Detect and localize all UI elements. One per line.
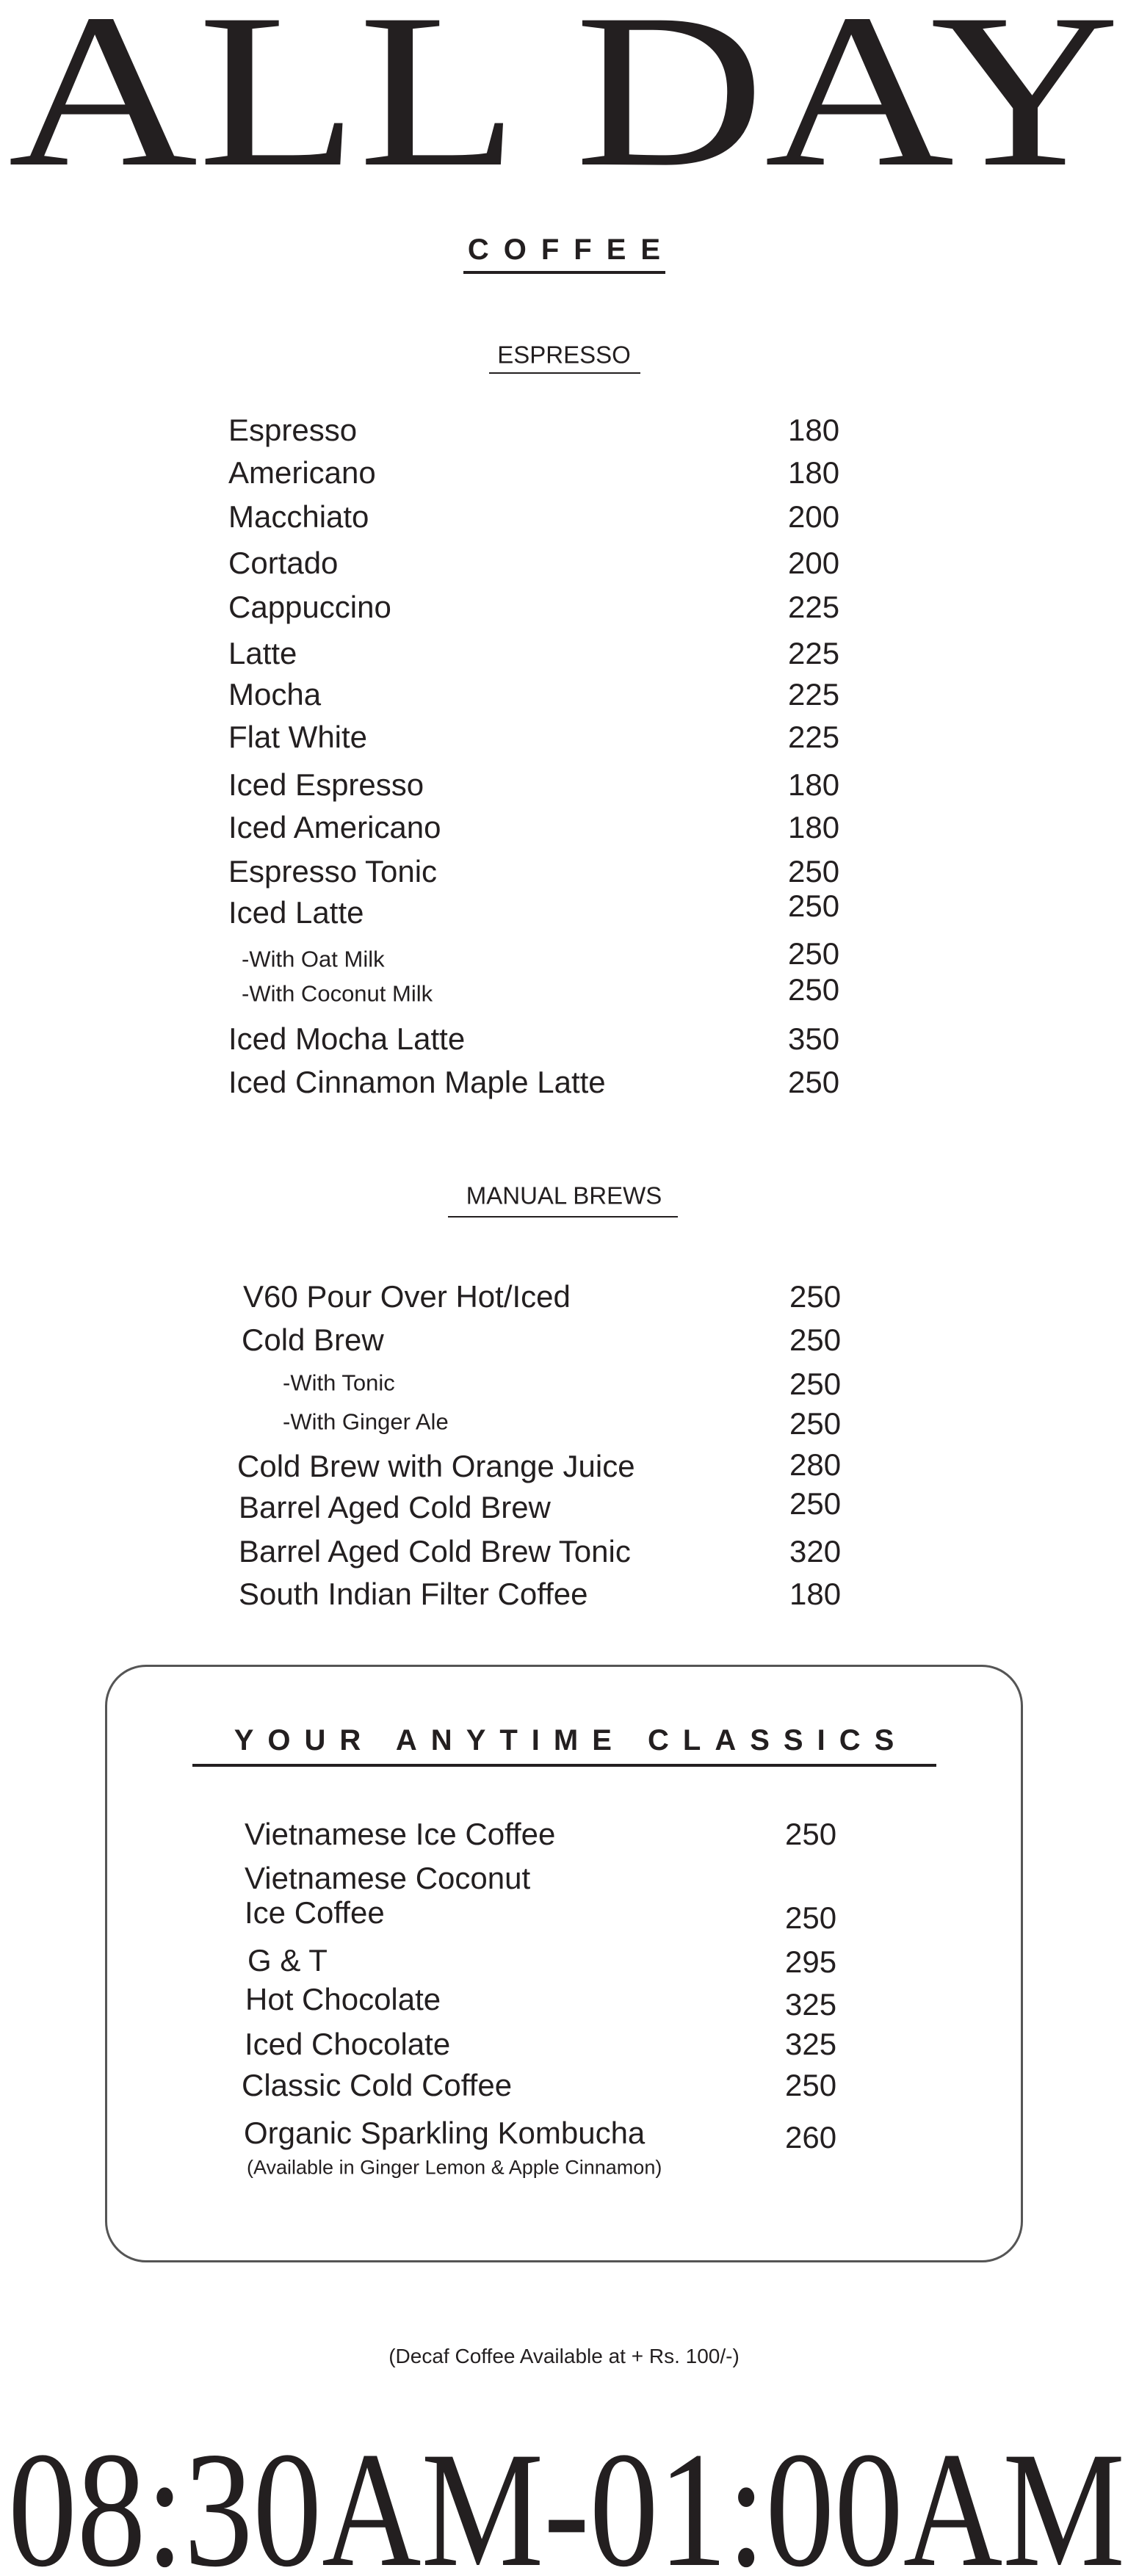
menu-item-price: 250 [788,936,840,972]
manual-brews-heading: MANUAL BREWS [466,1182,662,1209]
menu-item-name: Mocha [228,676,322,712]
menu-item-price: 250 [788,972,840,1007]
menu-item-price: 225 [788,719,840,754]
manual-brews-underline [448,1216,678,1218]
menu-item-price: 280 [789,1447,842,1482]
menu-item-price: 180 [789,1577,842,1612]
menu-item-price: 250 [789,1405,842,1441]
menu-item-name: Latte [228,635,297,670]
menu-title-text: ALL DAY [8,0,1120,176]
menu-item-name: Cold Brew with Orange Juice [237,1448,635,1483]
menu-item-name: Flat White [228,719,368,754]
menu-item-name: Espresso Tonic [228,854,438,889]
menu-item-name: Espresso [228,412,358,447]
menu-item-price: 180 [788,455,840,490]
menu-item-price: 250 [789,1322,842,1357]
menu-item-price: 250 [789,1279,842,1314]
menu-item-price: 250 [788,889,840,924]
menu-item-price: 250 [785,1816,837,1851]
classics-underline [192,1764,936,1767]
menu-item-name: Organic Sparkling Kombucha [244,2115,646,2150]
opening-hours [0,2431,1128,2576]
menu-item-price: 180 [788,767,840,802]
menu-item-name: Macchiato [228,499,369,535]
menu-item-price: 325 [785,2026,837,2061]
menu-item-name-line2: Ice Coffee [245,1895,385,1930]
menu-item-name: Americano [228,455,376,490]
menu-item-name: -With Oat Milk [242,946,385,972]
menu-item-price: 250 [785,1900,837,1935]
menu-item-name: V60 Pour Over Hot/Iced [243,1279,571,1314]
espresso-heading: ESPRESSO [497,341,631,369]
decaf-note: (Decaf Coffee Available at + Rs. 100/-) [388,2345,740,2367]
menu-item-name: Iced Mocha Latte [228,1021,466,1057]
opening-hours-text: 08:30AM-01:00AM [8,2431,1125,2576]
menu-item-name: Barrel Aged Cold Brew Tonic [239,1534,631,1569]
menu-item-name: Cortado [228,545,339,580]
menu-item-name: Vietnamese Coconut [245,1860,531,1895]
menu-item-name: G & T [247,1942,328,1978]
menu-item-name: Classic Cold Coffee [242,2067,513,2102]
menu-item-name: South Indian Filter Coffee [239,1577,588,1612]
menu-item-name: Cappuccino [228,590,391,625]
menu-item-price: 200 [788,545,840,580]
section-heading-coffee: COFFEE [467,234,676,266]
menu-item-price: 260 [785,2120,837,2155]
menu-item-price: 250 [789,1366,842,1401]
menu-item-price: 250 [785,2067,837,2102]
menu-item-name: Cold Brew [242,1322,384,1357]
menu-item-price: 225 [788,590,840,625]
menu-item-price: 225 [788,635,840,670]
menu-item-price: 350 [788,1021,840,1057]
menu-item-price: 200 [788,499,840,535]
menu-item-price: 295 [785,1944,837,1980]
menu-item-name: Barrel Aged Cold Brew [239,1489,551,1524]
menu-item-price: 250 [788,1064,840,1099]
menu-item-name: Iced Cinnamon Maple Latte [228,1064,606,1099]
kombucha-flavours-note: (Available in Ginger Lemon & Apple Cinnamon) [247,2156,662,2179]
menu-item-price: 325 [785,1987,837,2022]
menu-item-price: 320 [789,1534,842,1569]
classics-heading: YOUR ANYTIME CLASSICS [234,1724,908,1756]
menu-item-name: -With Coconut Milk [242,980,433,1007]
menu-item-price: 250 [789,1486,842,1522]
menu-item-name: Iced Espresso [228,767,424,802]
menu-item-name: Iced Chocolate [245,2026,451,2061]
menu-item-price: 225 [788,676,840,712]
menu-item-name: Iced Latte [228,895,364,930]
espresso-underline [489,372,640,374]
menu-item-name: Hot Chocolate [245,1982,441,2017]
menu-item-price: 180 [788,412,840,447]
menu-item-price: 180 [788,809,840,844]
menu-title [0,0,1128,176]
menu-item-name: -With Ginger Ale [283,1408,449,1435]
menu-item-name: Iced Americano [228,809,441,844]
menu-item-price: 250 [788,854,840,889]
coffee-underline [463,271,665,274]
menu-item-name: -With Tonic [283,1370,395,1396]
menu-item-name: Vietnamese Ice Coffee [245,1816,556,1851]
